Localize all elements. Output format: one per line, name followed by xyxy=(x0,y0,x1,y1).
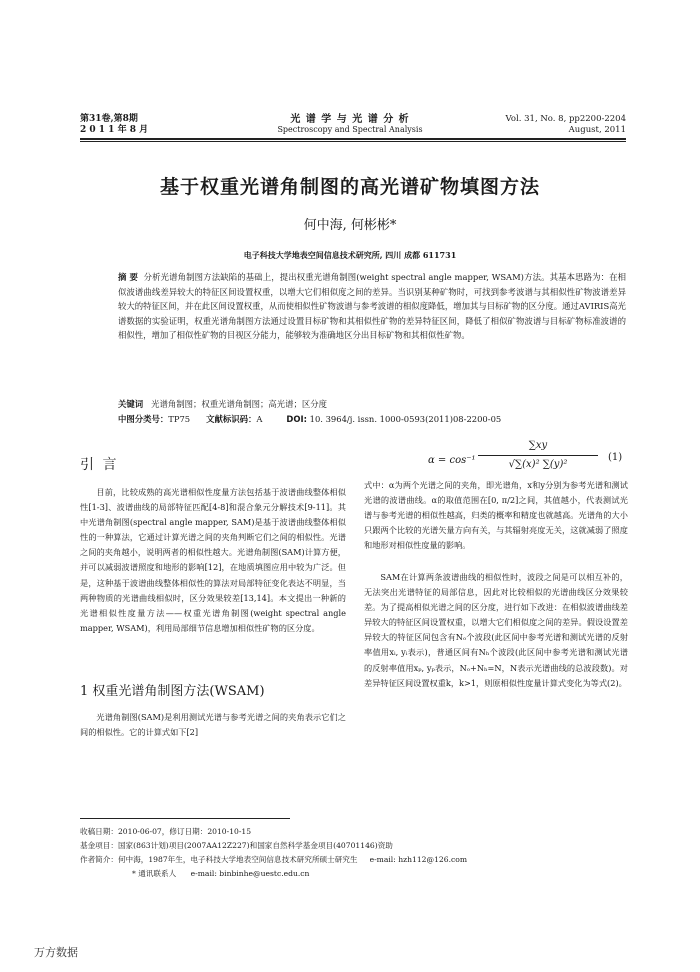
footnote-rule xyxy=(80,818,290,819)
doi-value: 10. 3964/j. issn. 1000-0593(2011)08-2200-05 xyxy=(309,414,502,424)
keywords xyxy=(118,397,327,411)
clc-label: 中图分类号： xyxy=(118,414,169,424)
footnote-contact-label: * 通讯联系人 xyxy=(132,869,177,878)
code-value: A xyxy=(256,414,263,424)
formula-fraction-bar xyxy=(478,455,598,456)
header-date: 2 0 1 1 年 8 月 xyxy=(80,125,149,135)
footnote-author-email: e-mail: hzh112@126.com xyxy=(369,855,468,864)
classification xyxy=(118,412,501,426)
keywords-text: 光谱角制图；权重光谱角制图；高光谱；区分度 xyxy=(151,399,327,409)
abstract xyxy=(118,270,626,343)
doi-label: DOI: xyxy=(286,414,307,424)
footnote-contact-email: e-mail: binbinhe@uestc.edu.cn xyxy=(190,869,310,878)
formula-number: (1) xyxy=(608,452,623,463)
keywords-label: 关键词 xyxy=(118,399,144,409)
header-volume: 第31卷,第8期 xyxy=(80,114,138,124)
right-paragraph-1: 式中：α为两个光谱之间的夹角，即光谱角，x和y分别为参考光谱和测试光谱的波谱曲线。α的取值范围在[0, π/2]之间，其值越小，代表测试光谱与参考光谱的相似性越高，归类的概率和精度也就越高。光谱角的大小只跟两个比较的光谱矢量方向有关，与其辐射亮度无关，这就减弱了照度和地形对相似性度量的影响。 xyxy=(364,480,628,551)
intro-heading: 引 言 xyxy=(80,457,119,473)
header-month: August, 2011 xyxy=(568,125,626,135)
watermark: 万方数据 xyxy=(34,946,78,959)
code-label: 文献标识码： xyxy=(206,414,257,424)
intro-paragraph: 目前，比较成熟的高光谱相似性度量方法包括基于波谱曲线整体相似性[1-3]、波谱曲线的局部特征匹配[4-8]和混合象元分解技术[9-11]。其中光谱角制图(spectral angle mapper, SAM)是基于波谱曲线整体相似性的一种算法，它通过计算光谱之间的夹角判断它们之间的相似性。光谱之间的夹角越小，说明两者的相似性越大。光谱角制图(SAM)计算方便，并可以减弱波谱照度和地形的影响[12]，在地质填图应用中较为广泛。但是，这种基于波谱曲线整体相似性的算法对局部特征变化表达不明显，当两种物质的光谱曲线相似时，区分效果较差[13,14]。本文提出一种新的光谱相似性度量方法——权重光谱角制图(weight spectral angle mapper, WSAM)，利用局部细节信息增加相似性矿物的区分度。 xyxy=(80,487,346,633)
header-journal-cn: 光 谱 学 与 光 谱 分 析 xyxy=(290,114,410,125)
clc-value: TP75 xyxy=(168,414,191,424)
footnote-author-bio: 作者简介：何中海，1987年生，电子科技大学地表空间信息技术研究所硕士研究生 xyxy=(80,855,358,864)
header-journal-en: Spectroscopy and Spectral Analysis xyxy=(277,125,423,134)
header-rule xyxy=(80,138,626,140)
abstract-text: 分析光谱角制图方法缺陷的基础上，提出权重光谱角制图(weight spectral angle mapper, WSAM)方法。其基本思路为：在相似波谱曲线差异较大的特征区间设置权重，以增大它们相似度之间的差异。当识别某种矿物时，可找到参考波谱与其相似性矿物波谱差异较大的特征区间，并在此区间设置权重，从而使相似性矿物波谱与参考波谱的相似度降低，增加其与目标矿物的区分度。通过AVIRIS高光谱数据的实验证明，权重光谱角制图方法通过设置目标矿物和其相似性矿物的差异特征区间，降低了相似矿物波谱与目标矿物标准波谱的相似性，增加了相似性矿物的目视区分能力，能够较为准确地区分出目标矿物和其相似性矿物。 xyxy=(118,272,626,341)
section1-paragraph: 光谱角制图(SAM)是利用测试光谱与参考光谱之间的夹角表示它们之间的相似性。它的计算式如下[2] xyxy=(80,712,346,738)
formula-denominator: √∑(x)² ∑(y)² xyxy=(508,459,568,470)
footnote-author xyxy=(80,853,467,867)
footnote-fund: 基金项目：国家(863计划)项目(2007AA12Z227)和国家自然科学基金项目(40701146)资助 xyxy=(80,841,393,850)
header-vol-pages: Vol. 31, No. 8, pp2200-2204 xyxy=(505,114,626,124)
paper-title: 基于权重光谱角制图的高光谱矿物填图方法 xyxy=(159,176,540,198)
abstract-label: 摘 要 xyxy=(118,272,139,282)
footnote-received: 收稿日期：2010-06-07，修订日期：2010-10-15 xyxy=(80,827,252,836)
formula-numerator: ∑xy xyxy=(528,440,548,451)
paper-authors: 何中海, 何彬彬* xyxy=(303,218,397,233)
formula-lhs: α = cos⁻¹ xyxy=(428,455,476,466)
right-paragraph-2: SAM在计算两条波谱曲线的相似性时，波段之间是可以相互补的，无法突出光谱特征的局部信息，因此对比较相似的光谱曲线区分效果较差。为了提高相似光谱之间的区分度，进行如下改进：在相似波谱曲线差异较大的特征区间设置权重，以增大它们相似度之间的差异。假设设置差异较大的特征区间包含有Nₒ个波段(此区间中参考光谱和测试光谱的反射率值用xᵢ, yᵢ表示)，普通区间有Nₕ个波段(此区间中参考光谱和测试光谱的反射率值用xₚ, yₚ表示，Nₒ+Nₕ=N，N表示光谱曲线的总波段数)。对差异特征区间设置权重k，k>1，则原相似性度量计算式变化为等式(2)。 xyxy=(364,572,628,688)
footnote-contact xyxy=(132,867,309,881)
header-rule-thin xyxy=(80,141,626,142)
section1-heading: 1 权重光谱角制图方法(WSAM) xyxy=(80,684,265,699)
paper-affiliation: 电子科技大学地表空间信息技术研究所, 四川 成都 611731 xyxy=(243,250,457,260)
